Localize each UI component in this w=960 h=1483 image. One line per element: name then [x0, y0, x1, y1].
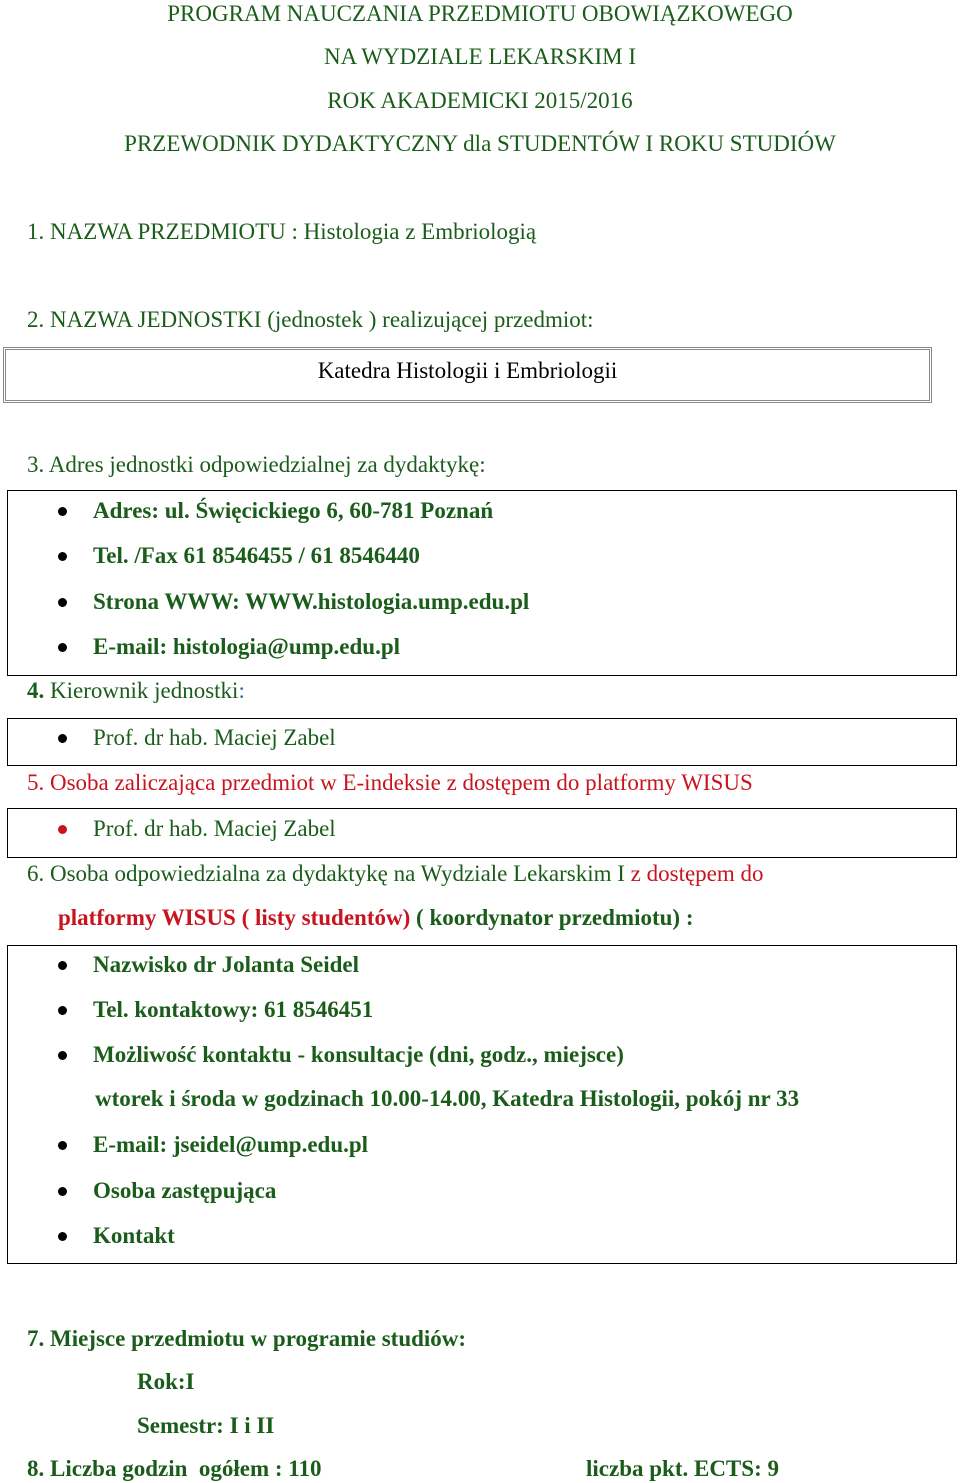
section-4-label	[27, 677, 245, 705]
ects-points: liczba pkt. ECTS: 9	[586, 1456, 779, 1481]
section-6-title: 6. Osoba odpowiedzialna za dydaktykę na Wydziale Lekarskim I	[27, 861, 625, 886]
bullet-icon	[58, 1006, 67, 1015]
section-6-label-line-1	[27, 860, 764, 888]
address-line: Adres: ul. Święcickiego 6, 60-781 Poznań	[93, 498, 494, 523]
section-6-wisus-platform: platformy WISUS ( listy studentów)	[58, 905, 411, 930]
bullet-icon	[58, 507, 67, 516]
phone-fax-line: Tel. /Fax 61 8546455 / 61 8546440	[93, 543, 420, 568]
section-3-label: 3. Adres jednostki odpowiedzialnej za dydaktykę:	[27, 452, 486, 477]
bullet-icon	[58, 1232, 67, 1241]
section-6-wisus-access: z dostępem do	[630, 861, 764, 886]
email-line: E-mail: histologia@ump.edu.pl	[93, 634, 401, 659]
section-8-total-hours: 8. Liczba godzin ogółem : 110	[27, 1456, 322, 1481]
study-year: Rok:I	[137, 1369, 195, 1394]
bullet-icon	[58, 1051, 67, 1060]
section-4-colon: :	[238, 678, 245, 703]
section-6-label-line-2	[58, 904, 694, 932]
bullet-icon	[58, 1141, 67, 1150]
semester: Semestr: I i II	[137, 1413, 275, 1438]
header-line-4: PRZEWODNIK DYDAKTYCZNY dla STUDENTÓW I ROKU STUDIÓW	[124, 131, 836, 156]
coordinator-name: Nazwisko dr Jolanta Seidel	[93, 952, 360, 977]
bullet-icon	[58, 1187, 67, 1196]
website-line: Strona WWW: WWW.histologia.ump.edu.pl	[93, 589, 530, 614]
header-line-2: NA WYDZIALE LEKARSKIM I	[324, 44, 636, 69]
bullet-icon	[58, 961, 67, 970]
header-line-3: ROK AKADEMICKI 2015/2016	[327, 88, 633, 113]
deputy-person: Osoba zastępująca	[93, 1178, 277, 1203]
head-of-unit: Prof. dr hab. Maciej Zabel	[93, 725, 336, 750]
header-line-1: PROGRAM NAUCZANIA PRZEDMIOTU OBOWIĄZKOWEGO	[167, 1, 793, 26]
section-5-label: 5. Osoba zaliczająca przedmiot w E-indeksie z dostępem do platformy WISUS	[27, 770, 753, 795]
section-6-coordinator: ( koordynator przedmiotu) :	[416, 905, 694, 930]
bullet-icon	[58, 734, 67, 743]
bullet-icon	[58, 825, 67, 834]
section-4-title: Kierownik jednostki	[50, 678, 239, 703]
bullet-icon	[58, 598, 67, 607]
coordinator-phone: Tel. kontaktowy: 61 8546451	[93, 997, 374, 1022]
coordinator-email: E-mail: jseidel@ump.edu.pl	[93, 1132, 369, 1157]
credit-person: Prof. dr hab. Maciej Zabel	[93, 816, 336, 841]
consultation-label: Możliwość kontaktu - konsultacje (dni, godz., miejsce)	[93, 1042, 624, 1067]
section-2-label: 2. NAZWA JEDNOSTKI (jednostek ) realizującej przedmiot:	[27, 307, 594, 332]
section-4-number: 4.	[27, 678, 45, 703]
section-1-course-name: 1. NAZWA PRZEDMIOTU : Histologia z Embriologią	[27, 219, 537, 244]
consultation-hours: wtorek i środa w godzinach 10.00-14.00, Katedra Histologii, pokój nr 33	[95, 1086, 800, 1111]
contact-label: Kontakt	[93, 1223, 175, 1248]
bullet-icon	[58, 552, 67, 561]
section-7-label: 7. Miejsce przedmiotu w programie studiów:	[27, 1326, 467, 1351]
section-2-unit-name: Katedra Histologii i Embriologii	[317, 358, 618, 383]
bullet-icon	[58, 643, 67, 652]
